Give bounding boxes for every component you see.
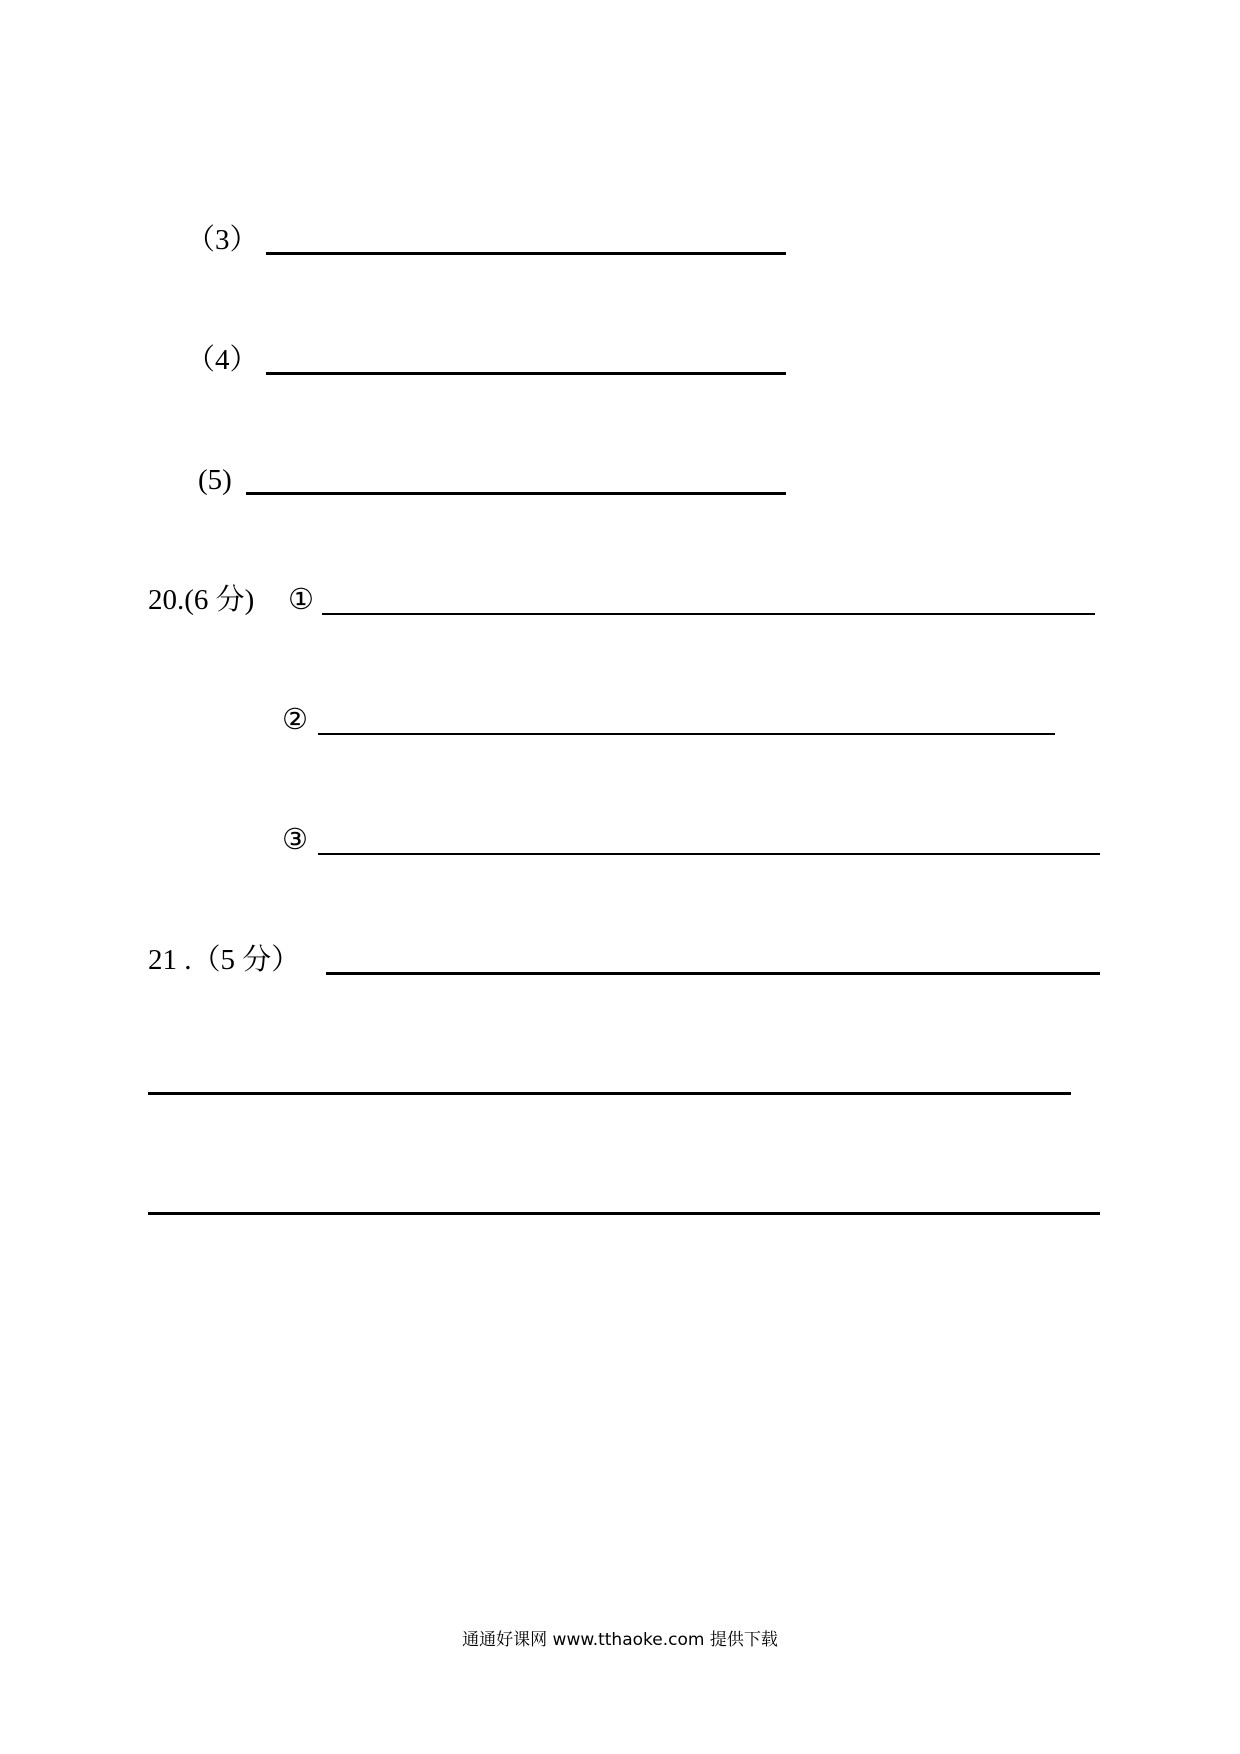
- q21-answer-line-1[interactable]: [326, 972, 1100, 975]
- q20-item-2-label: ②: [282, 704, 308, 736]
- page-footer: 通通好课网 www.tthaoke.com 提供下载: [462, 1630, 778, 1650]
- q20-item-1-answer-line[interactable]: [322, 613, 1095, 615]
- q19-item-5-label: (5): [198, 464, 232, 496]
- q20-item-2-answer-line[interactable]: [318, 733, 1055, 735]
- q19-item-4-answer-line[interactable]: [266, 372, 786, 375]
- q19-item-3-answer-line[interactable]: [266, 252, 786, 255]
- q19-item-4-label: （4）: [186, 344, 259, 376]
- q20-item-1-label: ①: [288, 584, 314, 616]
- q20-prefix: 20.(6 分): [148, 584, 255, 616]
- q21-answer-line-3[interactable]: [148, 1212, 1100, 1215]
- q21-prefix: 21 .（5 分）: [148, 944, 301, 976]
- q20-item-3-label: ③: [282, 824, 308, 856]
- q19-item-5-answer-line[interactable]: [246, 492, 786, 495]
- q21-answer-line-2[interactable]: [148, 1092, 1071, 1095]
- q20-item-3-answer-line[interactable]: [318, 853, 1100, 855]
- q19-item-3-label: （3）: [186, 224, 259, 256]
